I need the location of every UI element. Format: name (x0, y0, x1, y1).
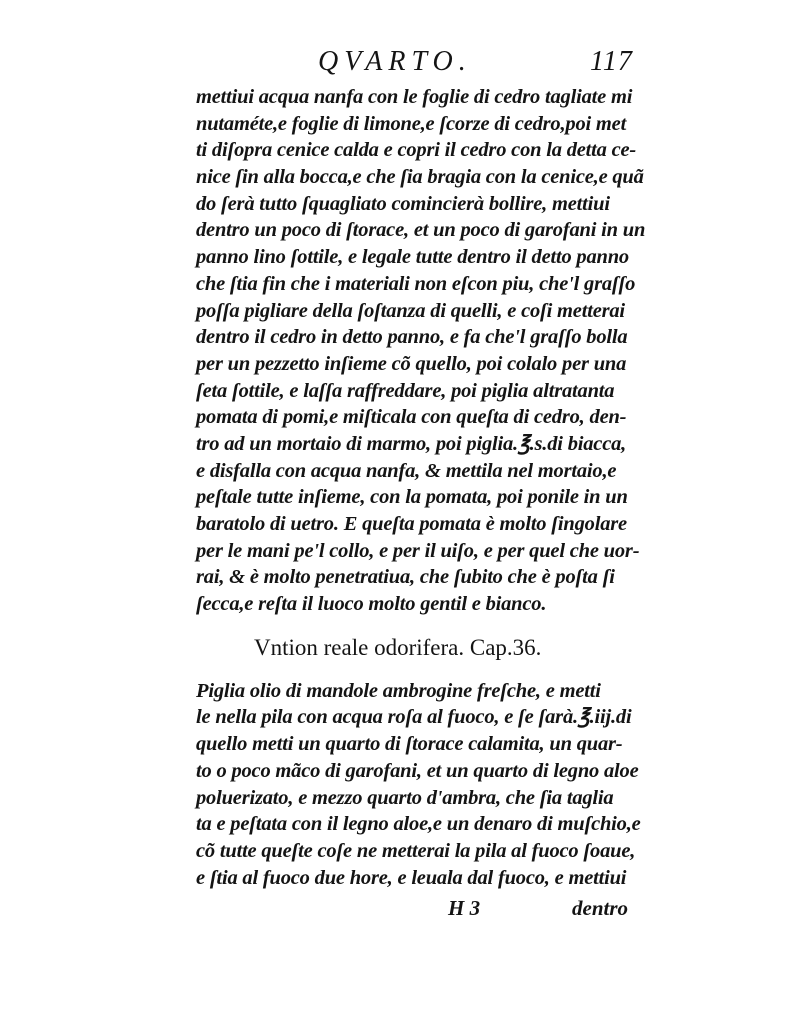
text-line: pomata di pomi,e miſticala con queſta di cedro, den- (196, 406, 627, 429)
text-line: peſtale tutte inſieme, con la pomata, poi ponile in un (196, 486, 628, 509)
text-line: per le mani pe'l collo, e per il uiſo, e per quel che uor- (196, 539, 640, 562)
catchword: dentro (572, 896, 629, 920)
text-line: dentro il cedro in detto panno, e fa che'l graſſo bolla (196, 326, 628, 349)
running-head-title: QVARTO. (318, 46, 472, 77)
signature-mark: H 3 (448, 896, 481, 920)
paragraph-vntion-reale (196, 678, 666, 892)
paragraph-recipe-pomata (196, 84, 666, 618)
text-line: ta e peſtata con il legno aloe,e un denaro di muſchio,e (196, 813, 641, 836)
text-line: panno lino ſottile, e legale tutte dentro il detto panno (196, 246, 629, 269)
text-line: poſſa pigliare della ſoſtanza di quelli, e coſi metterai (196, 299, 625, 322)
text-line: ſeta ſottile, e laſſa raffreddare, poi piglia altratanta (196, 379, 615, 402)
text-line: ti diſopra cenice calda e copri il cedro con la detta ce- (196, 139, 637, 162)
text-line: nice ſin alla bocca,e che ſia bragia con la cenice,e quã (196, 166, 644, 189)
text-line: per un pezzetto inſieme cõ quello, poi colalo per una (196, 352, 627, 375)
text-line: nutaméte,e foglie di limone,e ſcorze di cedro,poi met (196, 112, 627, 135)
text-line: che ſtia fin che i materiali non eſcon piu, che'l graſſo (196, 272, 636, 295)
text-line: mettiui acqua nanfa con le foglie di cedro tagliate mi (196, 86, 633, 108)
text-line: e disfalla con acqua nanfa, & mettila nel mortaio,e (196, 459, 617, 482)
text-line: quello metti un quarto di ſtorace calamita, un quar- (196, 733, 623, 756)
text-line: dentro un poco di ſtorace, et un poco di garofani in un (196, 219, 646, 242)
text-line: e ſtia al fuoco due hore, e leuala dal fuoco, e mettiui (196, 866, 627, 889)
text-line: to o poco mãco di garofani, et un quarto di legno aloe (196, 759, 639, 782)
page-number: 117 (590, 46, 633, 77)
text-line: poluerizato, e mezzo quarto d'ambra, che ſia taglia (196, 786, 614, 809)
body-text (196, 84, 666, 920)
page-footer (196, 894, 666, 922)
text-line: baratolo di uetro. E queſta pomata è molto ſingolare (196, 513, 627, 535)
text-line: cõ tutte queſte coſe ne metterai la pila al fuoco ſoaue, (196, 839, 636, 862)
chapter-heading: Vntion reale odorifera. Cap.36. (254, 634, 542, 660)
text-line: Piglia olio di mandole ambrogine freſche, e metti (196, 679, 601, 702)
running-head (318, 46, 658, 86)
text-line: le nella pila con acqua roſa al fuoco, e ſe ſarà.℥.iij.di (196, 706, 632, 729)
text-line: rai, & è molto penetratiua, che ſubito che è poſta ſi (196, 566, 615, 589)
text-line: ſecca,e reſta il luoco molto gentil e bianco. (196, 593, 547, 616)
text-line: tro ad un mortaio di marmo, poi piglia.℥.s.di biacca, (196, 432, 627, 455)
text-line: do ſerà tutto ſquagliato comincierà bollire, mettiui (196, 192, 610, 215)
